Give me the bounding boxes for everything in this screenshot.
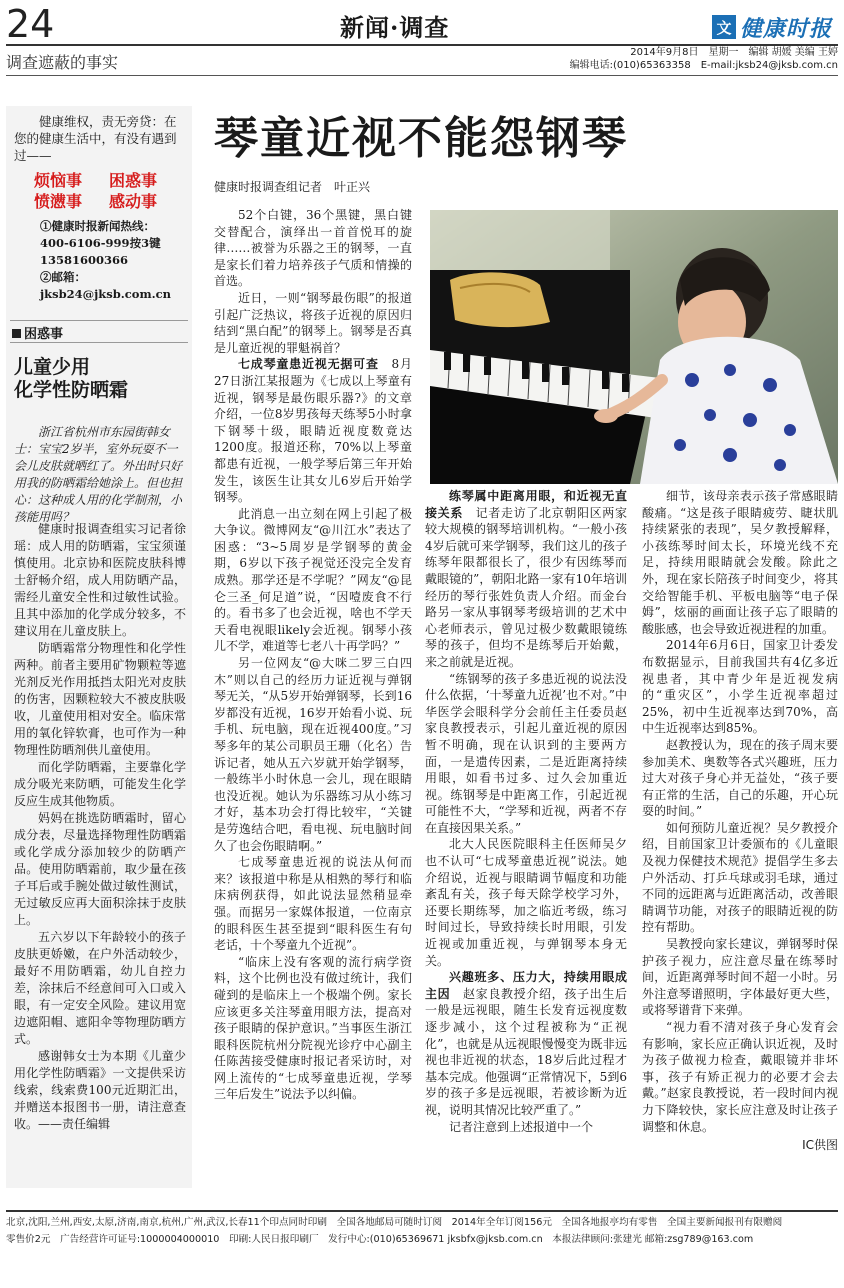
article-paragraph: [214, 356, 412, 505]
paragraph-text: 记者走访了北京朝阳区两家较大规模的钢琴培训机构。“一般小孩4岁后就可来学钢琴，我们这儿的孩子练琴年限都很长了，很少有因练琴而戴眼镜的”，朝阳北路一家有10年培训经历的琴行张姓负责人介绍。而金台路另一家从事钢琴考级培训的艺术中心老师表示，曾见过极少数戴眼镜练琴的孩子，但均不是练琴后开始戴，来之前就是近视。: [425, 505, 627, 669]
article-paragraph: [425, 671, 627, 837]
mail-address[interactable]: jksb24@jksb.com.cn: [40, 287, 172, 301]
mail-label: ②邮箱：: [40, 270, 86, 284]
red-item: 感动事: [109, 192, 158, 211]
paragraph-text: 记者注意到上述报道中一个: [449, 1119, 594, 1134]
hotline-label: ①健康时报新闻热线：: [40, 219, 155, 233]
logo-mark-icon: 文: [712, 15, 736, 39]
sidebar-paragraph: 感谢韩女士为本期《儿童少用化学性防晒霜》一文提供采访线索，线索费100元近期汇出，并赠送本报图书一册，请注意查收。——责任编辑: [14, 1049, 186, 1131]
sidebar-divider: [10, 342, 188, 343]
header-meta: [560, 46, 838, 72]
sidebar-paragraph: 五六岁以下年龄较小的孩子皮肤更娇嫩，在户外活动较少，最好不用防晒霜，幼儿自控力差，涂抹后不经意间可入口或入眼，有一定安全风险。建议用宽边遮阳帽、遮阳伞等物理防晒方式。: [14, 930, 186, 1046]
paragraph-text: 如何预防儿童近视？吴夕教授介绍，目前国家卫计委颁布的《儿童眼及视力保健技术规范》提倡学生多去户外活动、打乒乓球或羽毛球，通过不同的远距离与近距离活动，改善眼睛调节功能，对孩子的眼睛近视的防控有帮助。: [642, 820, 838, 935]
paragraph-text: 另一位网友“@大咪二罗三白四木”则以自己的经历力证近视与弹钢琴无关，“从5岁开始弹钢琴，长到16岁都没有近视，16岁开始看小说、玩手机、玩电脑，现在近视400度。”习琴多年的某公司职员王珊（化名）告诉记者，她从五六岁就开始学钢琴，一般练半小时休息一会儿，现在眼睛也没近视。她认为乐器练习从小练习才好，基本功会打得比较牢，“关键是劳逸结合吧，看电视、玩电脑时间久了也会伤眼睛啊。”: [214, 656, 412, 853]
red-item: 愤懑事: [34, 192, 83, 211]
article-paragraph: [642, 488, 838, 637]
paragraph-text: 8月27日浙江某报题为《七成以上琴童有近视，钢琴是最伤眼乐器?》的文章介绍，一位8岁男孩每天练琴5小时拿下钢琴十级，眼睛近视度数竟达1200度。报道还称，70%以上琴童都患有近视，一般学琴后第三年开始发生，该医生让其女儿6岁后开始学钢琴。: [214, 357, 412, 505]
article-paragraph: [214, 954, 412, 1103]
paragraph-text: 此消息一出立刻在网上引起了极大争议。微博网友“@川江水”表达了困惑：“3~5周岁是学钢琴的黄金期，6岁以下孩子视觉还没完全发育成熟。那学还是不学呢？”网友“@昆仑三圣_何足道”说，“因噎废食不行的。看书多了也会近视，啥也不学天天看电视眼likely会近视。钢琴小孩儿不学，难道等七老八十再学吗？”: [214, 506, 412, 654]
article-column-c: [642, 488, 838, 1154]
page-number: 24: [6, 2, 55, 46]
header-rule-bottom: [6, 75, 838, 76]
article-paragraph: [642, 820, 838, 936]
footer-line: 零售价2元 广告经营许可证号:1000004000010 印刷:人民日报印刷厂 发行中心:(010)65369671 jksbfx@jksb.com.cn 本报法律顾问:张建光 邮箱:zsg789@163.com: [6, 1234, 754, 1245]
article-paragraph: [214, 854, 412, 954]
red-item: 烦恼事: [34, 171, 83, 190]
article-paragraph: [214, 207, 412, 290]
footer: [6, 1214, 838, 1248]
boy-playing-piano-photo: [430, 210, 838, 484]
article-paragraph: [642, 936, 838, 1019]
footer-line: 北京,沈阳,兰州,西安,太原,济南,南京,杭州,广州,武汉,长春11个印点同时印刷 全国各地邮局可随时订阅 2014年全年订阅156元 全国各地报亭均有零售 全国主要新闻报刊有限赠阅: [6, 1217, 783, 1228]
article-paragraph: [642, 1019, 838, 1135]
column-name: 调查遮蔽的事实: [6, 53, 119, 72]
sidebar-red-items: [34, 171, 184, 211]
headline: 琴童近视不能怨钢琴: [214, 113, 628, 164]
sidebar-title-line: 儿童少用: [14, 356, 91, 378]
paragraph-text: 细节，该母亲表示孩子常感眼睛酸痛。“这是孩子眼睛疲劳、睫状肌持续紧张的表现”，吴夕教授解释，小孩练琴时间太长，环境光线不充足，持续用眼睛就会发酸。除此之外，现在家长陪孩子时间变少，将其交给智能手机、平板电脑等“电子保姆”，炫丽的画面让孩子忘了眼睛的酸胀感，也会导致近视进程的加重。: [642, 489, 838, 636]
subhead: 兴趣班多、压力大，持续用眼成主因: [425, 970, 627, 1001]
paragraph-text: 七成琴童患近视的说法从何而来？该报道中称是从相熟的琴行和临床病例获得，如此说法显然稍显牵强。而据另一家媒体报道，一位南京的眼科医生甚至提到“眼科医生有句老话，十个琴童九个近视”。: [214, 855, 412, 953]
paragraph-text: 吴教授向家长建议，弹钢琴时保护孩子视力，应注意尽量在练琴时间，近距离弹琴时间不超一小时。另外注意琴谱照明，字体最好更大些，或将琴谱背下来弹。: [642, 937, 838, 1018]
sidebar-kicker: 困惑事: [12, 323, 63, 342]
article-paragraph: [642, 637, 838, 737]
article-paragraph: [642, 737, 838, 820]
article-paragraph: [214, 655, 412, 854]
article-paragraph: [425, 836, 627, 969]
subhead: 练琴属中距离用眼，和近视无直接关系: [425, 489, 627, 520]
sidebar-contact: [40, 218, 190, 303]
date-line: 2014年9月8日 星期一 编辑 胡媛 美编 王婷: [630, 47, 838, 58]
photo-credit: IC供图: [802, 1138, 838, 1153]
newspaper-logo: [712, 12, 838, 42]
paragraph-text: “临床上没有客观的流行病学资料，这个比例也没有做过统计，我们碰到的是临床上一个极端个例。家长应该更多关注琴童用眼方法，提高对孩子眼睛的保护意识。”当事医生浙江眼科医院杭州分院视光诊疗中心副主任陈茜接受健康时报记者采访时，对网上流传的“七成琴童患近视，学琴三年后发生”说法予以纠偏。: [214, 954, 412, 1102]
logo-text: 健康时报: [740, 15, 833, 42]
sidebar-divider: [10, 320, 188, 321]
sidebar-article-title: [14, 356, 186, 402]
red-item: 困惑事: [109, 171, 158, 190]
paragraph-text: 赵教授认为，现在的孩子周末要参加美术、奥数等各式兴趣班，压力过大对孩子身心并无益处，“孩子要有正常的生活，自己的乐趣，开心玩耍的时间。”: [642, 737, 838, 819]
paragraph-text: 赵家良教授介绍，孩子出生后一般是远视眼，随生长发育远视度数逐步减小，这个过程被称为“正视化”，也就是从远视眼慢慢变为既非远视也非近视的状态，18岁后此过程才基本完成。他强调“正常情况下，5到6岁的孩子多是远视眼，若被诊断为近视，说明其情况比较严重了。”: [425, 986, 627, 1117]
hotline-number[interactable]: 400-6106-999按3键: [40, 236, 161, 250]
article-paragraph: [425, 1119, 627, 1136]
byline: 健康时报调查组记者 叶正兴: [214, 180, 371, 194]
sidebar-paragraph: 防晒霜常分物理性和化学性两种。前者主要用矿物颗粒等遮光剂反光作用抵挡太阳光对皮肤的伤害，因颗粒较大不被皮肤吸收，儿童使用相对安全。临床常用的氧化锌软膏，也可作为一种物理性防晒剂供儿童使用。: [14, 641, 186, 757]
article-paragraph: [425, 488, 627, 671]
paragraph-text: 52个白键，36个黑键，黑白键交替配合，演绎出一首首悦耳的旋律……被誉为乐器之王的钢琴，一直是家长们着力培养孩子气质和情操的首选。: [214, 208, 412, 289]
paragraph-text: “练钢琴的孩子多患近视的说法没什么依据，‘十琴童九近视’也不对。”中华医学会眼科学分会前任主任委员赵家良教授表示，引起儿童近视的原因暂不明确，现在认识到的主要两方面，一是遗传因素，二是近距离持续用眼，如看书过多、过久会加重近视。练钢琴是中距离工作，引起近视可能性不大，“学琴和近视，两者不存在直接因果关系。”: [425, 671, 627, 835]
sidebar-title-line: 化学性防晒霜: [14, 379, 129, 401]
paragraph-text: “视力看不清对孩子身心发育会有影响，家长应正确认识近视，及时为孩子做视力检查，戴眼镜并非坏事，孩子有矫正视力的必要才会去戴。”赵家良教授说，若一段时间内视力下降较快，家长应注意及时让孩子调整和休息。: [642, 1020, 838, 1134]
article-column-b: [425, 488, 627, 1135]
contact-line: 编辑电话:(010)65363358 E-mail:jksb24@jksb.com.cn: [569, 60, 838, 71]
paragraph-text: 近日，一则“钢琴最伤眼”的报道引起广泛热议，将孩子近视的原因归结到“黑白配”的钢琴上。钢琴是否真是儿童近视的罪魁祸首？: [214, 290, 412, 355]
article-column-a: [214, 207, 412, 1103]
section-title: 新闻·调查: [340, 13, 450, 42]
hotline-number[interactable]: 13581600366: [40, 253, 129, 267]
sidebar-intro: 健康维权，责无旁贷：在您的健康生活中，有没有遇到过——: [14, 114, 177, 163]
subhead: 七成琴童患近视无据可查: [238, 357, 379, 372]
sidebar-paragraph: 健康时报调查组实习记者徐瑶：成人用的防晒霜，宝宝须谨慎使用。北京协和医院皮肤科博士舒畅介绍，成人用防晒产品，需经儿童安全性和过敏性试验。且其中添加的化学成分较多，不建议用在儿童皮肤上。: [14, 522, 186, 638]
sidebar-lead: 浙江省杭州市东园街韩女士：宝宝2岁半，室外玩耍不一会儿皮肤就晒红了。外出时只好用我的防晒霜给她涂上。但也担心：这种成人用的化学制剂，小孩能用吗？: [14, 425, 183, 524]
article-paragraph: [214, 506, 412, 655]
sidebar-body: [14, 521, 186, 1133]
article-paragraph: [425, 969, 627, 1118]
photo-illustration: [430, 210, 838, 484]
paragraph-text: 北大人民医院眼科主任医师吴夕也不认可“七成琴童患近视”说法。她介绍说，近视与眼睛调节幅度和功能紊乱有关，孩子每天除学校学习外，还要长期练琴，加之临近考级，练习时间过长，导致持续长时用眼，引发近视或加重近视，与弹钢琴本身无关。: [425, 837, 627, 968]
sidebar-paragraph: 妈妈在挑选防晒霜时，留心成分表，尽量选择物理性防晒霜或化学成分添加较少的防晒产品。使用防晒霜前，取少量在孩子耳后或手腕处做过敏性测试，无过敏反应再大面积涂抹于皮肤上。: [14, 811, 186, 927]
paragraph-text: 2014年6月6日，国家卫计委发布数据显示，目前我国共有4亿多近视患者，其中青少年是近视发病的“重灾区”，小学生近视率超过25%，初中生近视率达到70%，高中生近视率达到85%。: [642, 638, 838, 736]
sidebar-paragraph: 而化学防晒霜，主要靠化学成分吸光来防晒，可能发生化学反应生成其他物质。: [14, 760, 186, 808]
footer-rule: [6, 1210, 838, 1212]
article-paragraph: [214, 290, 412, 356]
